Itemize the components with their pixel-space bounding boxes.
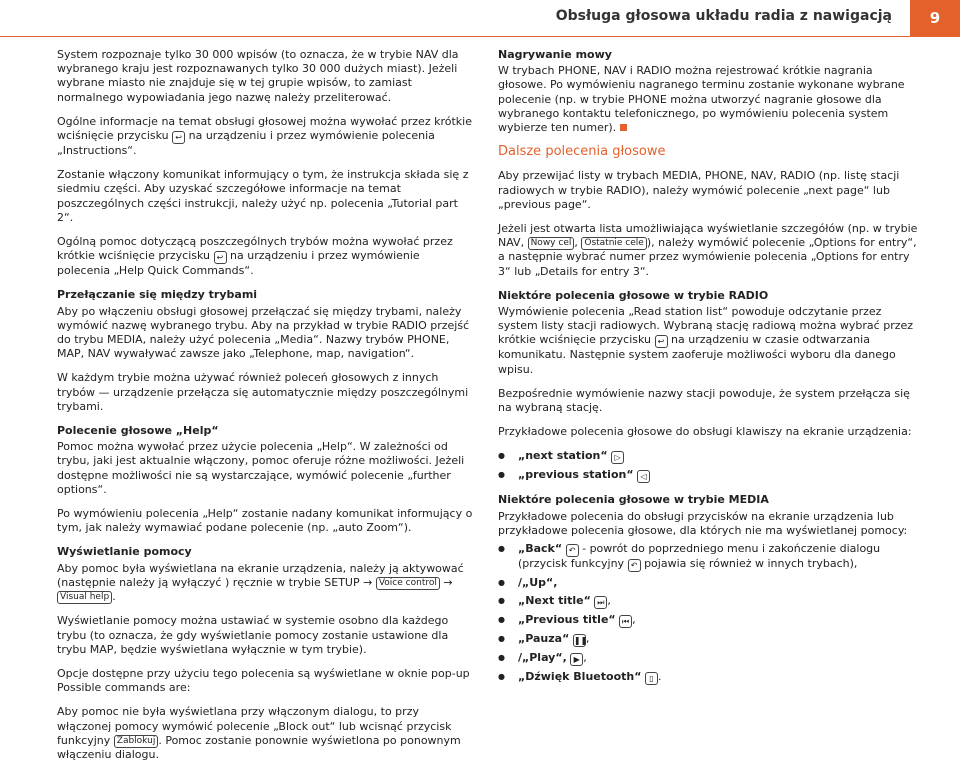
paragraph: W trybach PHONE, NAV i RADIO można rejestrować krótkie nagrania głosowe. Po wymówieniu nagranego terminu zostanie wykonane wybrane polecenie (np. w trybie PHONE można utworzyć nagranie głosowe dla wybranego kontaktu telefonicznego, po wymówieniu polecenia system wybierze ten numer).: [498, 64, 905, 135]
back-icon: ↶: [628, 559, 641, 572]
left-column: [57, 48, 475, 772]
paragraph: Przykładowe polecenia do obsługi przycisków na ekranie urządzenia lub przykładowe polecenia głosowe, dla których nie ma wyświetlanej pomocy:: [498, 509, 908, 537]
paragraph: System rozpoznaje tylko 30 000 wpisów (to oznacza, że w trybie NAV dla wybranego kraju jest rozpoznawanych tylko 30 000 dużych miast). Jeżeli wybrane miasto nie znajduje się w tej grupie wpisów, to zamiast normalnego wypowiadania jego nazwę należy przeliterować.: [57, 48, 459, 104]
previous-icon: ◁: [637, 470, 650, 483]
paragraph: W każdym trybie można używać również poleceń głosowych z innych trybów — urządzenie przełącza się automatycznie między poszczególnymi trybami.: [57, 371, 469, 413]
paragraph: Wyświetlanie pomocy można ustawiać w systemie osobno dla każdego trybu (to oznacza, że gdy wyświetlanie pomocy zostanie ustawione dla trybu MAP, będzie wyświetlana wyłącznie w tym trybie).: [57, 614, 449, 656]
paragraph: [57, 235, 475, 278]
paragraph: Opcje dostępne przy użyciu tego polecenia są wyświetlane w oknie pop-up Possible commands are:: [57, 666, 470, 695]
paragraph: [57, 705, 475, 762]
paragraph: [57, 115, 475, 158]
paragraph: Wymówienie polecenia „Read station list“ powoduje odczytanie przez system listy stacji radiowych. Wybraną stację radiową można wybrać przez krótkie wciśnięcie przycisku ↩ na urządzeniu w czasie odtwarzania komunikatu. Następnie system zaoferuje możliwości wyboru dla danego wpisu.: [498, 305, 914, 376]
list-item: ● „Back“ ↶ - powrót do poprzedniego menu i zakończenie dialogu (przycisk funkcyjny ↶ pojawia się również w innych trybach),: [498, 542, 918, 572]
page-header-title: Obsługa głosowa układu radia z nawigacją: [555, 8, 892, 24]
heading-record: Nagrywanie mowy: [498, 48, 612, 61]
list-item: ● „Dźwięk Bluetooth“ ▯ .: [498, 670, 918, 685]
text: Ogólne informacje na temat obsługi głosowej można wywołać przez krótkie wciśnięcie przycisku: [57, 114, 472, 143]
list-item: ● „Previous title“ ⏮ ,: [498, 613, 918, 628]
list-item: ● /„Up“,: [498, 576, 918, 590]
list-item: ● „Pauza“ ❚❚,: [498, 632, 918, 647]
paragraph: Po wymówieniu polecenia „Help“ zostanie nadany komunikat informujący o tym, jak należy wymawiać podane polecenie (np. „auto Zoom“).: [57, 507, 473, 535]
text: na urządzeniu i przez wymówienie polecenia „Instructions“.: [57, 129, 435, 158]
paragraph: Aby pomoc była wyświetlana na ekranie urządzenia, należy ją aktywować (następnie należy ją wyłączyć ) ręcznie w trybie SETUP → Voice control → Visual help .: [57, 561, 464, 604]
end-marker: [620, 124, 627, 131]
header-rule: [0, 36, 960, 37]
text: Ogólną pomoc dotyczącą poszczególnych trybów można wywołać przez krótkie wciśnięcie przycisku: [57, 235, 453, 263]
pause-icon: ❚❚: [573, 636, 588, 646]
heading-help-command: Polecenie głosowe „Help“: [57, 424, 219, 438]
paragraph: Bezpośrednie wymówienie nazwy stacji powoduje, że system przełącza się na wybraną stację.: [498, 386, 910, 415]
visual-help-key: Visual help: [57, 591, 112, 604]
previous-title-icon: ⏮: [619, 615, 632, 628]
page-number: 9: [910, 0, 960, 36]
next-icon: ▷: [611, 451, 624, 464]
arrow: →: [443, 575, 453, 589]
paragraph: Aby po włączeniu obsługi głosowej przełączać się między trybami, należy wymówić nazwę wybranego trybu. Aby na przykład w trybie RADIO przejść do trybu MEDIA, należy użyć polecenia „Media“. Nazwy trybów PHONE, MAP, NAV wywaływać zawsze jako „Telephone, map, navigation“.: [57, 304, 470, 361]
heading-display-help: Wyświetlanie pomocy: [57, 545, 192, 559]
paragraph: Przykładowe polecenia głosowe do obsługi klawiszy na ekranie urządzenia:: [498, 425, 912, 439]
new-target-key: Nowy cel: [528, 237, 575, 250]
text: Aby pomoc była wyświetlana na ekranie urządzenia, należy ją aktywować (następnie należy ją wyłączyć ) ręcznie w trybie SETUP →: [57, 561, 464, 589]
voice-button-icon: ↩: [214, 251, 227, 264]
list-item: ● „Next title“ ⏭ ,: [498, 594, 918, 609]
right-column: [498, 48, 918, 689]
voice-control-key: Voice control: [376, 577, 440, 590]
paragraph: Aby przewijać listy w trybach MEDIA, PHONE, NAV, RADIO (np. listę stacji radiowych w trybie RADIO), należy wymówić polecenie „next page“ lub „previous page“.: [498, 169, 900, 211]
paragraph: Zostanie włączony komunikat informujący o tym, że instrukcja składa się z siedmiu części. Aby uzyskać szczegółowe informacje na temat poszczególnych części instrukcji, należy użyć np. polecenia „Tutorial part 2“.: [57, 168, 469, 224]
heading-radio: Niektóre polecenia głosowe w trybie RADIO: [498, 288, 769, 302]
last-targets-key: Ostatnie cele: [581, 237, 646, 250]
block-key: Zablokuj: [114, 735, 159, 748]
heading-switch-modes: Przełączanie się między trybami: [57, 288, 258, 302]
list-item: ● /„Play“, ▶ ,: [498, 651, 918, 666]
next-title-icon: ⏭: [594, 596, 607, 609]
section-title: Dalsze polecenia głosowe: [498, 144, 666, 160]
list-item: ● „next station“ ▷: [498, 449, 918, 464]
paragraph: Pomoc można wywołać przez użycie polecenia „Help“. W zależności od trybu, jaki jest aktualnie włączony, pomoc oferuje różne możliwości. Jeżeli dostępne możliwości nie są wystarczające, wymówić polecenie „further options“.: [57, 440, 465, 496]
paragraph: Jeżeli jest otwarta lista umożliwiająca wyświetlanie szczegółów (np. w trybie NAV, Nowy cel , Ostatnie cele ), należy wymówić polecenie „Options for entry“, a następnie wybrać numer przez wymówienie polecenia „Options for entry 3“ lub „Details for entry 3“.: [498, 222, 918, 278]
heading-media: Niektóre polecenia głosowe w trybie MEDIA: [498, 493, 769, 507]
play-icon: ▶: [570, 653, 583, 666]
back-icon: ↶: [566, 544, 579, 557]
voice-button-icon: ↩: [655, 335, 668, 348]
text: Aby pomoc nie była wyświetlana przy włączonym dialogu, to przy włączonej pomocy wymówić polecenie „Block out“ lub wcisnąć przycisk funkcyjny: [57, 705, 452, 747]
text: . Pomoc zostanie ponownie wyświetlona po ponownym włączeniu dialogu.: [57, 733, 461, 761]
text: na urządzeniu i przez wymówienie polecenia „Help Quick Commands“.: [57, 249, 420, 278]
bluetooth-icon: ▯: [645, 672, 658, 685]
list-item: ● „previous station“ ◁: [498, 468, 918, 483]
voice-button-icon: ↩: [172, 131, 185, 144]
